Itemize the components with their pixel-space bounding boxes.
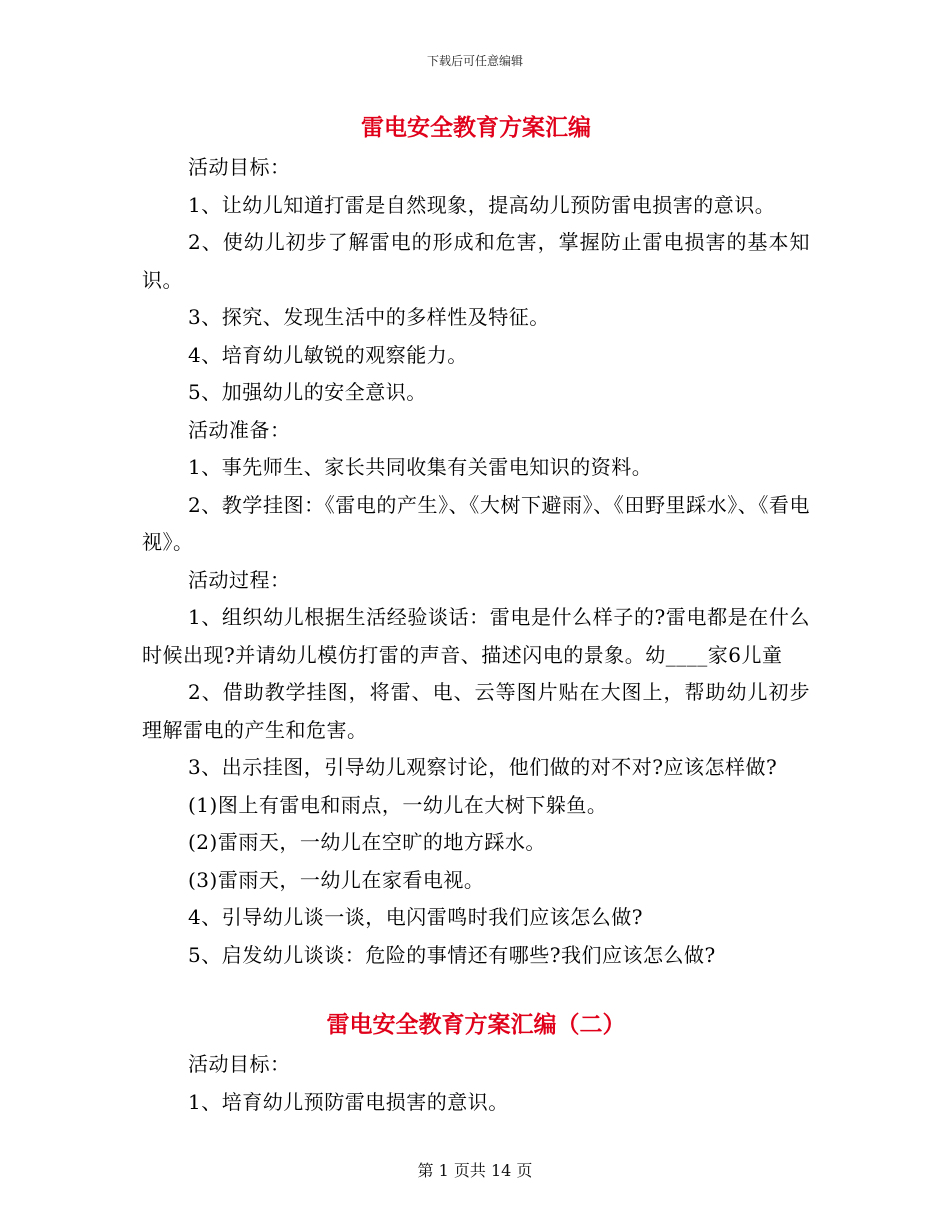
- paragraph: (3)雷雨天，一幼儿在家看电视。: [188, 867, 485, 892]
- paragraph: 2、教学挂图：《雷电的产生》、《大树下避雨》、《田野里踩水》、《看电视》。: [142, 492, 810, 554]
- paragraph: 4、引导幼儿谈一谈，电闪雷鸣时我们应该怎么做?: [188, 905, 643, 929]
- paragraph: 2、借助教学挂图，将雷、电、云等图片贴在大图上，帮助幼儿初步理解雷电的产生和危害。: [142, 680, 810, 742]
- paragraph: (2)雷雨天，一幼儿在空旷的地方踩水。: [188, 830, 546, 854]
- paragraph-heading: 活动目标：: [188, 155, 291, 179]
- document-section-2: [142, 1005, 810, 1121]
- paragraph: 5、启发幼儿谈谈：危险的事情还有哪些?我们应该怎么做?: [188, 942, 716, 967]
- paragraph: 3、出示挂图，引导幼儿观察讨论，他们做的对不对?应该怎样做?: [188, 755, 778, 779]
- paragraph: 4、培育幼儿敏锐的观察能力。: [188, 342, 468, 367]
- paragraph-heading: 活动过程：: [188, 567, 291, 592]
- section-title: 雷电安全教育方案汇编: [361, 114, 591, 141]
- section-content: [142, 149, 810, 974]
- paragraph-heading: 活动目标：: [188, 1052, 291, 1076]
- section-content: [142, 1046, 810, 1121]
- section-title: 雷电安全教育方案汇编（二）: [326, 1011, 626, 1038]
- paragraph: 2、使幼儿初步了解雷电的形成和危害，掌握防止雷电损害的基本知识。: [142, 230, 810, 292]
- paragraph: 1、组织幼儿根据生活经验谈话：雷电是什么样子的?雷电都是在什么时候出现?并请幼儿模仿打雷的声音、描述闪电的景象。幼____家6儿童: [142, 605, 810, 667]
- page-header: 下载后可任意编辑: [426, 54, 523, 68]
- paragraph: 1、让幼儿知道打雷是自然现象，提高幼儿预防雷电损害的意识。: [188, 192, 776, 217]
- paragraph: 3、探究、发现生活中的多样性及特征。: [188, 305, 550, 329]
- paragraph: 5、加强幼儿的安全意识。: [188, 380, 427, 404]
- paragraph-heading: 活动准备：: [188, 417, 291, 442]
- paragraph: (1)图上有雷电和雨点，一幼儿在大树下躲鱼。: [188, 792, 608, 817]
- paragraph: 1、事先师生、家长共同收集有关雷电知识的资料。: [188, 455, 653, 479]
- paragraph: 1、培育幼儿预防雷电损害的意识。: [188, 1089, 509, 1114]
- document-body: [142, 108, 810, 974]
- page-footer: 第 1 页共 14 页: [417, 1161, 533, 1180]
